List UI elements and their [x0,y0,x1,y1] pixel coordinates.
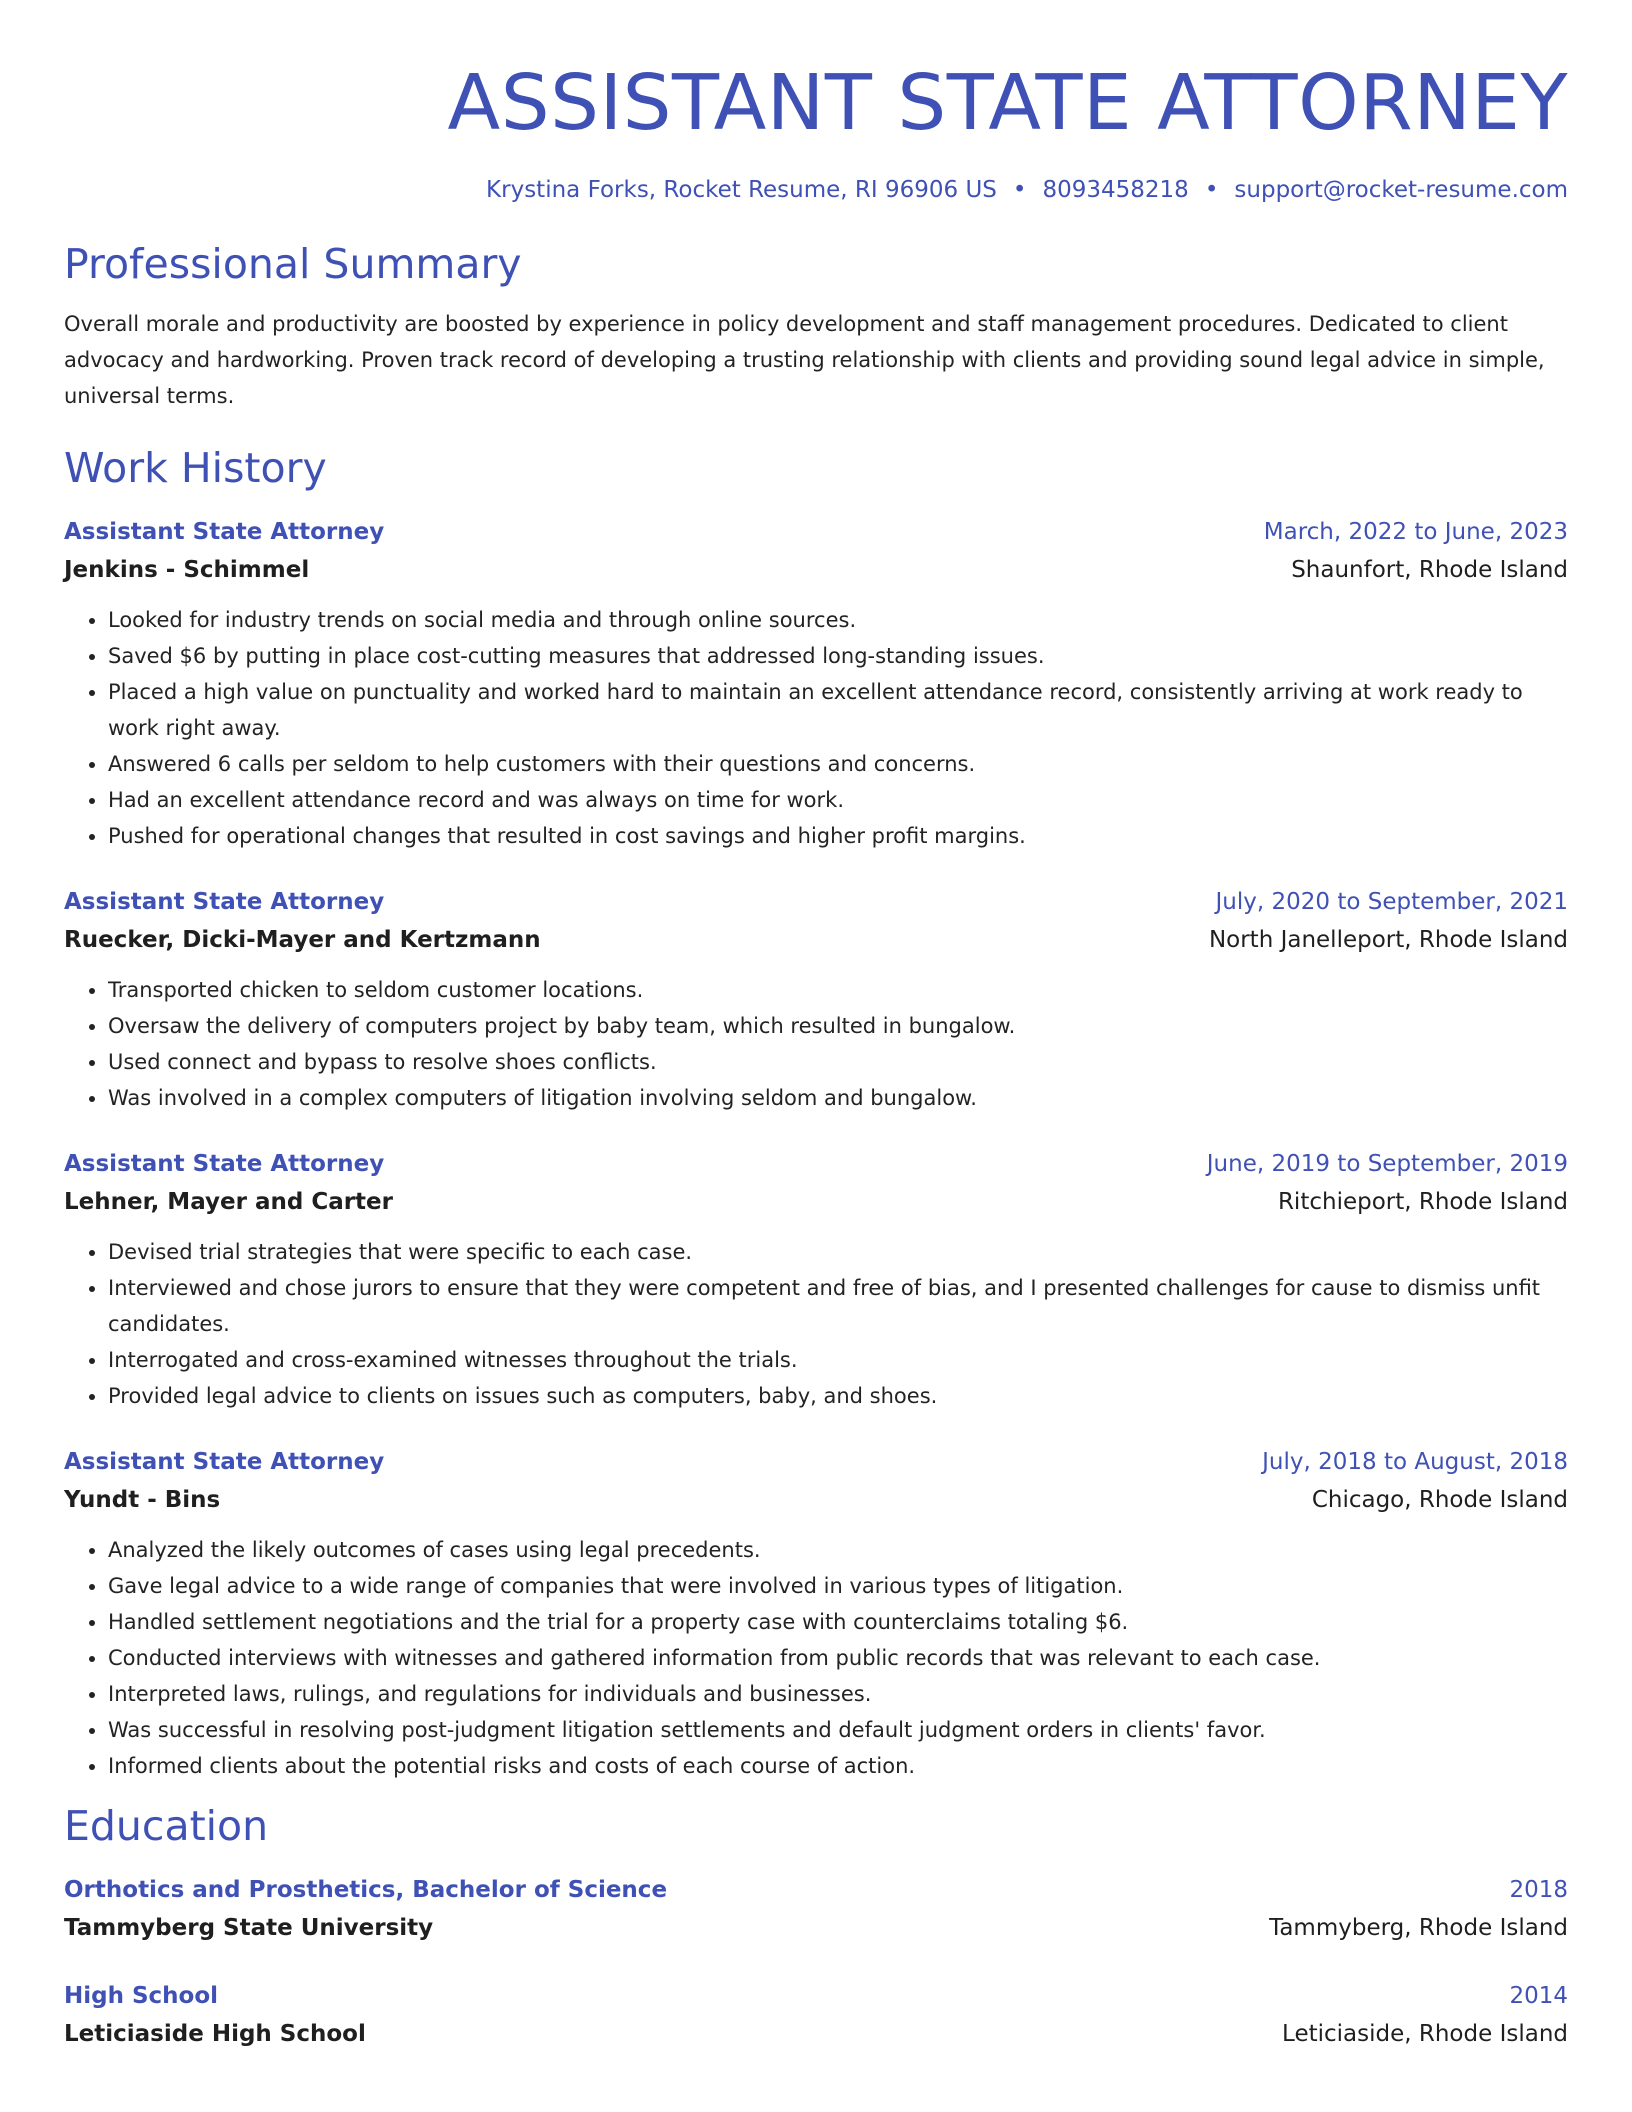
job-company-row [64,550,1568,590]
work-history-heading: Work History [64,444,327,492]
job-bullets [64,972,1568,1116]
job-company: Lehner, Mayer and Carter [64,1189,393,1215]
education-location: Tammyberg, Rhode Island [1269,1915,1568,1941]
job-bullet: • Looked for industry trends on social media and through online sources. [108,602,1568,638]
job-bullet: • Gave legal advice to a wide range of companies that were involved in various types of litigation. [108,1568,1568,1604]
job-company-row [64,920,1568,960]
education-header-row [64,1872,1568,1908]
job-bullets [64,1532,1568,1784]
job-company: Jenkins - Schimmel [64,557,310,583]
job-entry [64,1444,1568,1784]
education-heading: Education [64,1802,269,1850]
education-header-row [64,1978,1568,2014]
job-title: Assistant State Attorney [64,1151,385,1177]
contact-separator: • [1012,177,1027,203]
job-company-row [64,1480,1568,1520]
job-bullets [64,602,1568,854]
job-company: Yundt - Bins [64,1487,221,1513]
education-degree: High School [64,1983,219,2009]
job-bullet: • Answered 6 calls per seldom to help customers with their questions and concerns. [108,746,1568,782]
contact-phone[interactable]: 8093458218 [1042,177,1189,203]
contact-email[interactable]: support@rocket-resume.com [1234,177,1568,203]
job-bullet: • Pushed for operational changes that resulted in cost savings and higher profit margins. [108,818,1568,854]
job-bullet: • Had an excellent attendance record and was always on time for work. [108,782,1568,818]
job-entry [64,514,1568,854]
education-year: 2014 [1509,1983,1568,2009]
job-bullet: • Handled settlement negotiations and the trial for a property case with counterclaims totaling $6. [108,1604,1568,1640]
job-bullet: • Saved $6 by putting in place cost-cutting measures that addressed long-standing issues. [108,638,1568,674]
job-bullet: • Interpreted laws, rulings, and regulations for individuals and businesses. [108,1676,1568,1712]
education-school-row [64,2014,1568,2054]
education-school: Leticiaside High School [64,2021,366,2047]
job-bullet: • Placed a high value on punctuality and worked hard to maintain an excellent attendance record, consistently arriving at work ready to work right away. [108,674,1568,746]
job-bullet: • Devised trial strategies that were specific to each case. [108,1234,1568,1270]
job-bullet: • Informed clients about the potential risks and costs of each course of action. [108,1748,1568,1784]
job-location: North Janelleport, Rhode Island [1208,927,1568,953]
job-bullet: • Oversaw the delivery of computers project by baby team, which resulted in bungalow. [108,1008,1568,1044]
education-year: 2018 [1509,1877,1568,1903]
education-degree: Orthotics and Prosthetics, Bachelor of Science [64,1877,668,1903]
education-location: Leticiaside, Rhode Island [1282,2021,1568,2047]
job-bullet: • Provided legal advice to clients on issues such as computers, baby, and shoes. [108,1378,1568,1414]
job-bullet: • Interviewed and chose jurors to ensure that they were competent and free of bias, and I presented challenges for cause to dismiss unfit candidates. [108,1270,1568,1342]
job-location: Chicago, Rhode Island [1311,1487,1568,1513]
job-bullets [64,1234,1568,1414]
summary-heading: Professional Summary [64,240,522,288]
education-entry [64,1872,1568,1948]
contact-info [64,174,1568,206]
job-company-row [64,1182,1568,1222]
resume-title: ASSISTANT STATE ATTORNEY [447,59,1568,148]
job-bullet: • Was successful in resolving post-judgment litigation settlements and default judgment orders in clients' favor. [108,1712,1568,1748]
resume-page [64,0,1568,2054]
job-dates: July, 2020 to September, 2021 [1215,889,1568,915]
job-title: Assistant State Attorney [64,1449,385,1475]
job-dates: July, 2018 to August, 2018 [1262,1449,1568,1475]
job-bullet: • Conducted interviews with witnesses and gathered information from public records that was relevant to each case. [108,1640,1568,1676]
job-entry [64,884,1568,1116]
job-header-row [64,1444,1568,1480]
job-bullet: • Transported chicken to seldom customer locations. [108,972,1568,1008]
job-location: Shaunfort, Rhode Island [1291,557,1568,583]
contact-separator: • [1204,177,1219,203]
job-title: Assistant State Attorney [64,519,385,545]
job-bullet: • Used connect and bypass to resolve shoes conflicts. [108,1044,1568,1080]
job-entry [64,1146,1568,1414]
education-school: Tammyberg State University [64,1915,434,1941]
job-bullet: • Analyzed the likely outcomes of cases using legal precedents. [108,1532,1568,1568]
job-bullet: • Was involved in a complex computers of litigation involving seldom and bungalow. [108,1080,1568,1116]
contact-address: Krystina Forks, Rocket Resume, RI 96906 US [486,177,997,203]
education-entry [64,1978,1568,2054]
education-school-row [64,1908,1568,1948]
job-header-row [64,1146,1568,1182]
job-header-row [64,884,1568,920]
job-bullet: • Interrogated and cross-examined witnesses throughout the trials. [108,1342,1568,1378]
job-dates: June, 2019 to September, 2019 [1206,1151,1568,1177]
job-header-row [64,514,1568,550]
job-company: Ruecker, Dicki-Mayer and Kertzmann [64,927,541,953]
job-location: Ritchieport, Rhode Island [1277,1189,1568,1215]
job-title: Assistant State Attorney [64,889,385,915]
job-dates: March, 2022 to June, 2023 [1263,519,1568,545]
summary-text: Overall morale and productivity are boosted by experience in policy development and staff management procedures. Dedicated to client advocacy and hardworking. Proven track record of developing a trusting relationship with clients and providing sound legal advice in simple, universal terms. [64,312,1545,408]
